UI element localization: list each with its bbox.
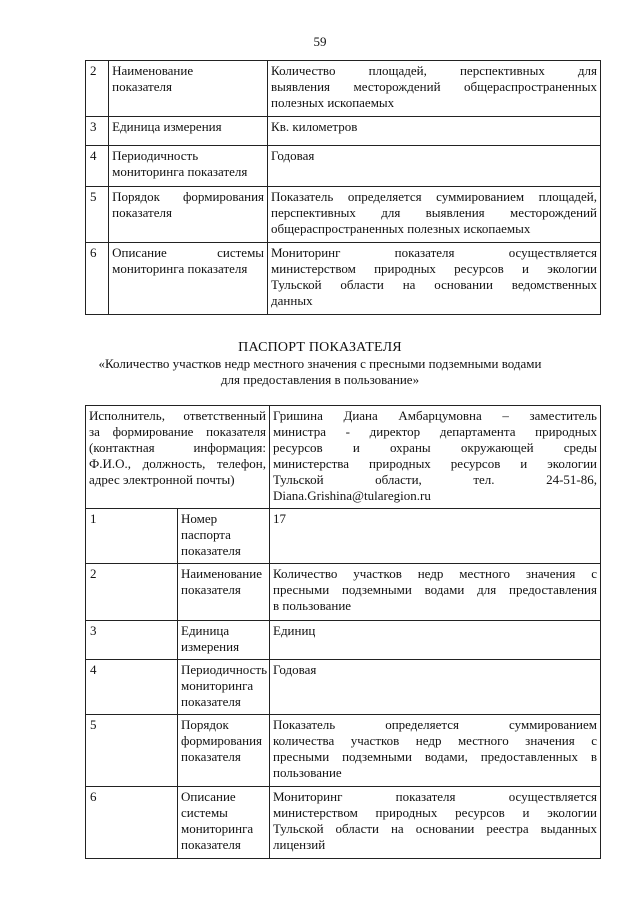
cell-line: Описание системы: [181, 789, 236, 820]
cell-line: Единиц: [273, 623, 316, 638]
page-number: 59: [313, 34, 327, 49]
cell-line: Тульской области на основании реестра выданных: [273, 821, 597, 836]
cell-line: полезных ископаемых: [271, 95, 395, 110]
row-value: [270, 787, 601, 859]
cell-line: Кв. километров: [271, 119, 358, 134]
row-number: 1: [86, 509, 178, 564]
cell-line: Наименование: [112, 63, 194, 78]
table-row: [86, 117, 601, 146]
cell-line: Номер паспорта: [181, 511, 231, 542]
table-row: [86, 715, 601, 787]
cell-line: Количество площадей, перспективных для: [271, 63, 597, 78]
row-value: [268, 187, 601, 243]
cell-line: Показатель определяется суммированием: [273, 717, 597, 732]
cell-line: Порядок формирования: [112, 189, 265, 204]
row-number: 5: [86, 715, 178, 787]
cell-line: (контактная информация:: [89, 440, 266, 455]
cell-line: Мониторинг показателя осуществляется: [271, 245, 597, 260]
cell-line: Периодичность: [181, 662, 268, 677]
row-value: [268, 146, 601, 187]
cell-line: показателя: [181, 749, 241, 764]
cell-line: ресурсов и охраны окружающей среды: [273, 440, 597, 455]
cell-line: министерством природных ресурсов и экологии: [271, 261, 597, 276]
row-number: 6: [86, 243, 109, 315]
row-label: [109, 243, 268, 315]
table-row: [86, 509, 601, 564]
passport-heading: [0, 340, 640, 388]
cell-line: Diana.Grishina@tularegion.ru: [273, 488, 431, 503]
cell-line: мониторинга показателя: [181, 821, 254, 852]
cell-line: данных: [271, 293, 313, 308]
cell-line: Наименование: [181, 566, 262, 581]
row-label: [178, 715, 270, 787]
cell-line: пресными подземными водами для предоставления: [273, 582, 597, 597]
row-label: [109, 146, 268, 187]
cell-line: мониторинга показателя: [112, 164, 248, 179]
cell-line: Мониторинг показателя осуществляется: [273, 789, 597, 804]
passport-subtitle-line-2: для предоставления в пользование»: [220, 372, 420, 387]
responsible-label: [86, 406, 270, 509]
cell-line: Единица измерения: [181, 623, 240, 654]
cell-line: общераспространенных полезных ископаемых: [271, 221, 531, 236]
row-label: [109, 187, 268, 243]
responsible-row: [86, 406, 601, 509]
passport-table: [85, 405, 601, 859]
cell-line: Годовая: [271, 148, 315, 163]
table-row: [86, 187, 601, 243]
cell-line: перспективных для выявления месторождений: [271, 205, 597, 220]
cell-line: 17: [273, 511, 286, 526]
cell-line: Ф.И.О., должность, телефон,: [89, 456, 266, 471]
passport-subtitle-line-1: «Количество участков недр местного значения с пресными подземными водами: [98, 356, 542, 371]
row-number: 3: [86, 621, 178, 660]
table-row: [86, 660, 601, 715]
cell-line: показателя: [112, 205, 172, 220]
row-label: [178, 660, 270, 715]
cell-line: выявления месторождений общераспространенных: [271, 79, 597, 94]
table-row: [86, 564, 601, 621]
cell-line: показателя: [112, 79, 172, 94]
cell-line: мониторинга показателя: [112, 261, 248, 276]
cell-line: министра - директор департамента природных: [273, 424, 597, 439]
row-value: [270, 621, 601, 660]
row-value: [270, 715, 601, 787]
cell-line: Годовая: [273, 662, 317, 677]
row-number: 2: [86, 61, 109, 117]
cell-line: мониторинга показателя: [181, 678, 254, 709]
passport-title: ПАСПОРТ ПОКАЗАТЕЛЯ: [238, 340, 402, 355]
row-value: [268, 61, 601, 117]
cell-line: Периодичность: [112, 148, 199, 163]
cell-line: Тульской области, тел. 24-51-86,: [273, 472, 597, 487]
cell-line: Тульской области на основании ведомственных: [271, 277, 597, 292]
row-number: 5: [86, 187, 109, 243]
row-number: 2: [86, 564, 178, 621]
row-value: [270, 660, 601, 715]
cell-line: в пользование: [273, 598, 352, 613]
row-value: [270, 564, 601, 621]
row-label: [178, 564, 270, 621]
cell-line: Количество участков недр местного значения с: [273, 566, 597, 581]
cell-line: министерства природных ресурсов и экологии: [273, 456, 597, 471]
row-label: [109, 117, 268, 146]
row-number: 4: [86, 660, 178, 715]
row-value: [268, 243, 601, 315]
cell-line: пресными подземными водами, предоставленных в: [273, 749, 597, 764]
row-number: 4: [86, 146, 109, 187]
table-row: [86, 146, 601, 187]
row-number: 3: [86, 117, 109, 146]
row-label: [178, 787, 270, 859]
cell-line: адрес электронной почты): [89, 472, 235, 487]
table-row: [86, 621, 601, 660]
table-row: [86, 243, 601, 315]
cell-line: пользование: [273, 765, 342, 780]
responsible-contact: [270, 406, 601, 509]
cell-line: Гришина Диана Амбарцумовна – заместитель: [273, 408, 597, 423]
cell-line: Описание системы: [112, 245, 265, 260]
row-value: [270, 509, 601, 564]
cell-line: Единица измерения: [112, 119, 222, 134]
indicator-table-continuation: [85, 60, 601, 315]
cell-line: лицензий: [273, 837, 326, 852]
cell-line: за формирование показателя: [89, 424, 266, 439]
row-label: [178, 509, 270, 564]
cell-line: министерством природных ресурсов и экологии: [273, 805, 597, 820]
row-number: 6: [86, 787, 178, 859]
row-label: [109, 61, 268, 117]
cell-line: показателя: [181, 582, 241, 597]
table-row: [86, 787, 601, 859]
table-row: [86, 61, 601, 117]
row-label: [178, 621, 270, 660]
cell-line: Исполнитель, ответственный: [89, 408, 266, 423]
cell-line: показателя: [181, 543, 241, 558]
cell-line: Порядок формирования: [181, 717, 263, 748]
cell-line: Показатель определяется суммированием площадей,: [271, 189, 597, 204]
cell-line: количества участков недр местного значения с: [273, 733, 597, 748]
row-value: [268, 117, 601, 146]
